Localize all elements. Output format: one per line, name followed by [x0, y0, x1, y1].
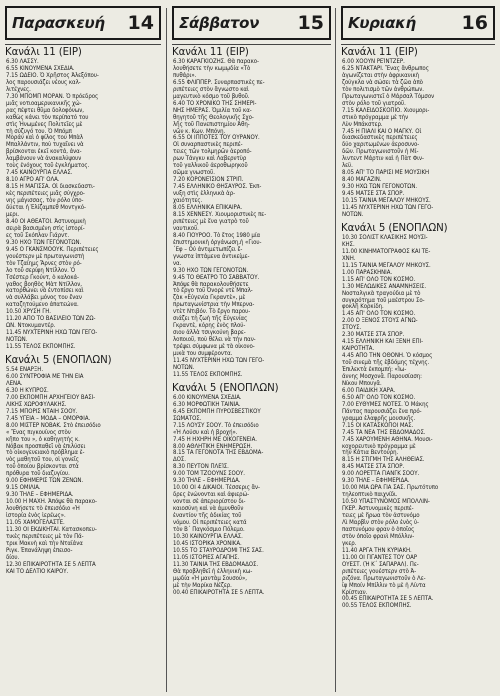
- programme-entry: 12.30 ΕΠΙΚΑΙΡΟΤΗΤΑ ΣΕ 5 ΛΕΠΤΑ ΚΑΙ ΤΟ ΔΕΛΤΙΟ ΚΑΙΡΟΥ.: [6, 560, 96, 575]
- programme-entry: 9.30 ΗΧΟ ΤΩΝ ΓΕΓΟΝΟΤΩΝ.: [173, 266, 249, 274]
- programme-entry: 9.30 ΤΗΛΕ – ΕΦΗΜΕΡΙΔΑ.: [6, 491, 74, 499]
- programme-entry: 6.30 Η ΚΥΠΡΟΣ.: [6, 386, 49, 394]
- programme-entry: 11.15 ΤΑΙΝΙΑ ΜΕΓΑΛΟΥ ΜΗΚΟΥΣ.: [342, 261, 431, 269]
- programme-entry: 8.15 Η ΜΑΓΙΣΣΑ. Οἱ διασκεδαστι- κὲς περιπέτειες μιᾶς σύγχρο- νης μάγισσας, τὸν ρόλο ὑπο- δύεται ἡ Ἐλίζαμπεθ Μοντγκό- μερι.: [6, 183, 95, 218]
- column-divider: [335, 8, 336, 692]
- channel-heading: Κανάλι 11 (ΕΙΡ): [5, 47, 82, 58]
- header-rule: [5, 44, 161, 45]
- channel-heading: Κανάλι 5 (ΕΝΟΠΛΩΝ): [341, 222, 448, 234]
- programme-entry: 00.40 ΕΠΙΚΑΙΡΟΤΗΤΑ ΣΕ 5 ΛΕΠΤΑ.: [173, 588, 265, 596]
- day-header: [172, 6, 331, 40]
- programme-entry: 6.00 ΠΑΙΔΙΚΗ ΧΑΡΑ.: [342, 386, 396, 394]
- programme-entry: 7.45 ΤΑ ΝΕΑ ΤΗΣ ΕΒΔΟΜΑΔΟΣ.: [342, 428, 426, 436]
- programme-entry: 10.50 ΥΠΑΣΤΥΝΟΜΟΣ ΜΠΟΛΛΙΝ- ΓΚΕΡ. Ἀστυνομικὲς περιπέ- τειες μὲ ἥρωα τὸν ἀστυνόμο Λὶ Μαρβὶν στὸν ρόλο ἑνὸς ὑ- παστυνόμου φραν ὁ ὁποῖος στὸν ὁποῖο φρανὶ Μπόλλιν- γκερ.: [342, 498, 430, 547]
- day-column-friday: [3, 0, 163, 696]
- programme-entry: 6.25 ΝΤΑΚΤΑΡΙ. Ἕνας ἄνθρωπος ἀγωνίζεται στὴν ἀφρικανικὴ ζούγκλα νὰ σώσει τὰ ζῶα ἀπὸ τὸν πολιτισμὸ τῶν ἀνθρώπων. Πρωταγωνιστεῖ ὁ Μάρσαλ Τόμσον στὸν ρόλο τοῦ γιατροῦ.: [342, 64, 435, 107]
- programme-entry: 10.00 ΟΙ 4 ΔΙΚΑΙΟΙ. Τέσσερις ἄν- δρες ἑνώνονται καὶ ἀφιερώ- νονται σὲ ἀπεριορίστου δι- καιοσύνη καὶ νὰ ἀμυνθοῦν ἐναντίον τῆς ἀδικίας τοῦ νόμου. Οἱ περιπέτειες κατά τὸν Β΄ Παγκόσμιο Πόλεμο.: [173, 484, 260, 533]
- programme-entry: 7.45 ΧΑΡΟΥΜΕΝΗ ΑΘΗΝΑ. Μουσι- κοχορευτικὸ πρόγραμμα μὲ τὴν Κάτια Βεντούρη.: [342, 435, 433, 457]
- programme-entry: 1.15 ΑΠ' ΟΛΟ ΤΟΝ ΚΟΣΜΟ.: [342, 275, 416, 283]
- programme-entry: 6.00 ΣΥΝΤΡΟΦΙΑ ΜΕ ΤΗΝ ΕΙΑ ΛΕΝΑ.: [6, 372, 84, 387]
- programme-entry: 9.30 ΗΧΩ ΤΩΝ ΓΕΓΟΝΟΤΩΝ.: [342, 183, 418, 191]
- programme-entry: 9.00 ΕΦΗΜΕΡΙΣ ΤΩΝ ΖΕΝΩΝ.: [6, 477, 84, 485]
- channel-heading: Κανάλι 11 (ΕΙΡ): [341, 47, 418, 58]
- programme-entry: 9.15 ΟΜΙΛΙΑ.: [6, 484, 41, 492]
- channel-heading: Κανάλι 5 (ΕΝΟΠΛΩΝ): [5, 355, 112, 367]
- day-name: Παρασκευή: [12, 14, 105, 32]
- programme-entry: 6.30 ΚΑΡΑΓΚΙΟΖΗΣ. Θὰ παρακο- λουθήσετε τὴν κωμῳδία «Τὸ πυθάρι».: [173, 58, 259, 79]
- programme-entry: 8.45 ΜΑΤΣΕ ΣΤΑ ΣΠΟΡ.: [342, 463, 405, 471]
- day-name: Σάββατον: [179, 14, 260, 32]
- section-gap: [3, 351, 163, 353]
- programme-entry: 11.30 ΟΙ ΕΚΔΙΚΗΤΑΙ. Κατασκοπευ- τικὲς περιπέτειες μὲ τὸν Πά- τρικ Μακνὴ καὶ τὴν Νταϊάνα Ριγκ. Ἐπανάληψη ἐπεισο- δίου.: [6, 525, 97, 561]
- day-column-sunday: [339, 0, 497, 696]
- programme-entry: 9.45 Ο ΓΚΑΝΣΜΟΟΥΚ. Περιπέτειες γουέστερν μὲ πρωταγωνιστὴ τὸν Τζαίημς Ἄρνες στὸν ρό- λο τοῦ σερίφη Ντίλλον. Ὁ Τσέστερ Γκούντ, ὁ καλοκά- γαθος βοηθὸς Μὰτ Ντίλλον, κατορθώνει νὰ ἐντοπίσει καὶ νὰ συλλάβει μόνος του ἕναν καταζητούμενο ἀπατεώνα.: [6, 245, 99, 309]
- programme-entry: 8.30 ΠΕΥΤΟΝ ΠΛΕΊΣ.: [173, 463, 229, 471]
- programme-entry: 11.20 ΑΠΟ ΤΟ ΒΑΣΙΛΕΙΟ ΤΩΝ ΖΩ- ΩΝ. Ντοκυμαντέρ.: [6, 315, 96, 330]
- programme-entry: 6.40 ΤΟ ΧΡΟΝΙΚΟ ΤΗΣ ΣΗΜΕΡΙ- ΝΗΣ ΗΜΕΡΑΣ. Ὁμιλία τοῦ κα- θηγητοῦ τῆς Θεολογικῆς Σχο- λῆς τοῦ Πανεπιστημίου Ἀθη- νῶν κ. Κων. Μπόνη.: [173, 99, 257, 135]
- programme-entry: 8.15 Η ΣΤΙΓΜΗ ΤΗΣ ΑΛΗΘΕΙΑΣ.: [342, 456, 425, 464]
- programme-entry: 4.15 ΕΛΛΗΝΙΚΗ ΚΑΙ ΞΕΝΗ ΕΠΙ- ΚΑΙΡΟΤΗΤΑ.: [342, 338, 423, 353]
- channel-list: [170, 47, 333, 596]
- programme-entry: 7.45 ΕΛΛΗΝΙΚΟ ΘΗΣΑΥΡΟΣ. Ἐκπ- νυξη στὶς ἑλληνικὰ ἀρ- χαιότητες.: [173, 183, 262, 205]
- programme-entry: 8.15 ΤΑ ΓΕΓΟΝΟΤΑ ΤΗΣ ΕΒΔΟΜΑ- ΔΟΣ.: [173, 449, 264, 464]
- programme-entry: 8.40 ΟΙ ΑΘΕΑΤΟΙ. Ἀστυνομικὴ σειρὰ βασισμένη στὶς ἱστορί- ες τοῦ Σκόπλαν Γιάρντ.: [6, 217, 86, 239]
- programme-entry: 11.00 ΟΙ ΓΙΓΑΝΤΕΣ ΤΟΥ ΟΑΡ ΟΥΕΣΤ. (Ἡ Κ΄ ΣΑΠΑΡΑΛ). Πε- ριπέτειες γουέστερν στὸ Ἀ- ριζόνα. Πρωταγωνιστοῦν ὁ Λε- ϊφ Μποίν Μπίλλιν τὸ μὲ ἡ Λίντα Κρίστιαν.: [342, 553, 426, 596]
- programme-entry: 11.05 ΙΣΤΟΡΙΕΣ ΑΓΑΠΗΣ.: [173, 553, 240, 561]
- programme-entry: 10.30 ΣΟΛΙΣΤ ΚΛΑΣΙΚΗΣ ΜΟΥΣΙ- ΚΗΣ.: [342, 233, 428, 248]
- programme-entry: 8.00 ΜΙΣΤΕΡ ΝΟΒΑΚ. Στὸ ἐπεισόδιο « Ἕνας πιγκουίνος στὸν κῆπο του », ὁ καθηγητὴς κ. Νόβακ προσπαθεῖ νὰ ἐπιλύσει τὸ οἰκογενειακὸ πρόβλημα ἑ- νὸς μαθητοῦ του, οἱ γονεῖς τοῦ ὁποίου βρίσκονται στὰ πρόθυρα τοῦ διαζυγίου.: [6, 421, 101, 478]
- day-number: 14: [127, 12, 154, 34]
- programme-entry: 9.30 ΤΗΛΕ – ΕΦΗΜΕΡΙΔΑ.: [173, 477, 241, 485]
- programme-entry: 7.15 ΜΠΟΡΙΣ ΝΤΑΙΗ ΣΟΟΥ.: [6, 407, 78, 415]
- programme-entry: 11.45 ΝΥΧΤΕΡΙΝΗ ΗΧΩ ΤΩΝ ΓΕΓΟ- ΝΟΤΩΝ.: [6, 329, 98, 344]
- programme-entry: 6.00 ΧΟΟΥΝ ΡΕΊΝΤΖΕΡ.: [342, 58, 405, 65]
- programme-entry: 6.45 ΕΚΠΟΜΠΗ ΠΥΡΟΣΒΕΣΤΙΚΟΥ ΣΩΜΑΤΟΣ.: [173, 407, 261, 422]
- programme-entry: 10.50 ΧΡΥΣΗ ΓΗ.: [6, 308, 51, 316]
- day-header: [341, 6, 495, 40]
- column-divider: [166, 8, 167, 692]
- programme-entry: 9.30 ΗΧΟ ΤΩΝ ΓΕΓΟΝΟΤΩΝ.: [6, 238, 82, 246]
- programme-entry: 11.05 ΧΑΜΟΓΕΛΑΣΤΕ.: [6, 519, 65, 526]
- programme-entry: 10.00 ΜΙΑ ΩΡΑ ΓΙΑ ΣΑΣ. Πρωτότυπο τηλεοπτικὸ παιχνίδι.: [342, 484, 439, 499]
- programme-entry: 8.00 ΑΘΛΗΤΙΚΗ ΕΝΗΜΕΡΩΣΗ.: [173, 442, 253, 450]
- programme-entry: 11.55 ΤΕΛΟΣ ΕΚΠΟΜΠΗΣ.: [173, 370, 243, 378]
- section-gap: [339, 219, 497, 221]
- day-name: Κυριακή: [348, 14, 416, 32]
- programme-entry: 9.30 ΤΗΛΕ – ΕΦΗΜΕΡΙΔΑ.: [342, 477, 410, 485]
- day-column-saturday: [170, 0, 333, 696]
- section-gap: [170, 379, 333, 381]
- programme-entry: 7.45 ΚΑΙΝΟΥΡΓΙΑ ΕΛΛΑΣ.: [6, 169, 73, 177]
- programme-entry: 8.05 ΕΛΛΗΝΙΚΑ ΕΠΙΚΑΙΡΑ.: [173, 204, 243, 212]
- programme-entry: 8.05 ΑΠ' ΤΟ ΠΑΡΙΣΙ ΜΕ ΜΟΥΣΙΚΗ: [342, 169, 430, 177]
- channel-heading: Κανάλι 11 (ΕΙΡ): [172, 47, 249, 58]
- programme-entry: 7.20 ΚΟΡΟΝΕΊΣΙΟΝ ΣΤΡΙΠ.: [173, 176, 244, 184]
- programme-entry: 00.45 ΕΠΙΚΑΙΡΟΤΗΤΑ ΣΕ 5 ΛΕΠΤΑ.: [342, 595, 434, 603]
- day-number: 15: [297, 12, 324, 34]
- programme-entry: 9.00 ΤΟΜ ΤΖΟΟΥΝΣ ΣΟΟΥ.: [173, 470, 245, 478]
- channel-list: [339, 47, 497, 610]
- programme-entry: 10.15 ΤΑΙΝΙΑ ΜΕΓΑΛΟΥ ΜΗΚΟΥΣ.: [342, 197, 431, 205]
- programme-entry: 6.55 ΦΛΙΠΠΕΡ. Συναρπαστικὲς πε- ριπέτειες στὸν ἄγνωστο καὶ μαγευτικὸ κόσμο τοῦ βυθοῦ.: [173, 78, 265, 100]
- programme-entry: 7.45 Η ΠΙΑΛΙ ΚΑΙ Ο ΜΑΓΚΥ. Οἱ διασκεδαστικὲς περιπέτειες δύο χαριτωμένων ἀεροσυνο- δῶν. Πρωταγωνιστοῦν ἡ Μί- λιντεντ Μάρτιν καὶ ἡ Πὰτ Φιν- λεϋ.: [342, 127, 424, 170]
- programme-entry: 4.45 ΑΠΟ ΤΗΝ ΟΘΟΝΗ. Ὁ κόσμος τοῦ σινεμὰ τῆς ἑβδόμης τέχνης. Ἐπιλεκτὰ ἐκπομπή: «Ἰω- άννης Μοσχονᾶ. Παρουσίαση: Νίκου Μπουγᾶ.: [342, 352, 433, 387]
- programme-entry: 8.10 ΑΓΡΟ ΑΠ' ΟΛΑ.: [6, 176, 60, 184]
- programme-entry: 7.00 ΕΚΠΟΜΠΗ ΑΡΧΗΓΕΙΟΥ ΒΑΣΙ- ΛΙΚΗΣ ΧΩΡΟΦΥΛΑΚΗΣ.: [6, 393, 96, 408]
- programme-entry: 9.00 ΛΟΡΕΤΤΑ ΓΙΑΝΓΚ ΣΟΟΥ.: [342, 470, 420, 478]
- programme-entry: 10.55 ΤΟ ΣΤΑΥΡΟΔΡΟΜΙ ΤΗΣ ΣΑΣ.: [173, 546, 264, 554]
- programme-entry: 1.00 ΠΑΡΑΣΚΗΝΙΑ.: [342, 268, 393, 276]
- programme-entry: 10.00 Η ΜΑΧΗ. Ἀπόψε θὰ παρακο- λουθήσετε τὸ ἐπεισόδιο «Ἡ ἱστορία ἑνὸς ἱερέως».: [6, 498, 97, 520]
- programme-entry: 6.50 ΑΠ' ΟΛΟ ΤΟΝ ΚΟΣΜΟ.: [342, 393, 416, 401]
- programme-entry: 1.30 ΜΕΛΩΔΙΚΕΣ ΑΝΑΜΝΗΣΕΙΣ. Νοσταλγικὰ τραγούδια μὲ τὸ συγκρότημα τοῦ μαέστρου Σο- φοκλῆ Κορκίδη.: [342, 282, 427, 311]
- programme-entry: 9.45 ΜΑΤΣΕ ΣΤΑ ΣΠΟΡ.: [342, 190, 405, 198]
- programme-entry: 7.00 ΕΥΘΥΜΕΣ ΝΟΤΕΣ. Ὁ Μάκης Πάντας παρουσιάζει ἕνα πρό- γραμμα ἐλαφρῆς μουσικῆς.: [342, 400, 429, 422]
- day-number: 16: [461, 12, 488, 34]
- programme-entry: 00.55 ΤΕΛΟΣ ΕΚΠΟΜΠΗΣ.: [342, 602, 412, 610]
- programme-entry: 10.30 ΚΑΙΝΟΥΡΓΙΑ ΕΛΛΑΣ.: [173, 532, 243, 540]
- programme-entry: 7.45 Η ΗΧΗΡΗ ΜΕ ΟΙΚΟΓΕΝΕΙΑ.: [173, 435, 257, 443]
- programme-entry: 11.40 ΑΡΓΑ ΤΗΝ ΚΥΡΙΑΚΗ.: [342, 546, 412, 554]
- programme-entry: 6.55 ΚΙΝΟΥΜΕΝΑ ΣΧΕΔΙΑ.: [6, 64, 75, 72]
- programme-entry: 8.40 ΜΑΓΑΖΙΝ.: [342, 176, 382, 184]
- day-header: [5, 6, 161, 40]
- programme-entry: 9.45 ΤΟ ΘΕΑΤΡΟ ΤΟ ΣΑΒΒΑΤΟΥ. Ἀπόψε θὰ παρακολουθήσετε τὸ ἔργο τοῦ Ὀνορὲ ντὲ Μπαλ- ζὰκ «Εὐγενία Γκραντὲ», μὲ πρωταγωνίστρια τὴν Μπερνα- ντὲτ Ντιβόν. Τὸ ἔργο παρου- σιάζει τὴ ζωὴ τῆς Εὐγενίας Γκραντὲ, κόρης ἑνὸς πλού- σιου ἀλλὰ τσιγκούνη βαρε- λοποιοῦ, ποὺ θέλει νὰ τὴν παν- τρέψει σύμφωνα μὲ τὰ οἰκονο- μικὰ του συμφέροντα.: [173, 273, 260, 358]
- programme-entry: 6.00 ΚΙΝΟΥΜΕΝΑ ΣΧΕΔΙΑ.: [173, 393, 242, 401]
- programme-entry: 7.15 ΩΔΕΙΟ. Ὁ Χρῆστος Ἀλεξόπου- λος παρουσιάζει νέους καλ- λιτέχνες.: [6, 71, 99, 93]
- programme-entry: 2.30 ΜΑΤΣΕ ΣΤΑ ΣΠΟΡ.: [342, 331, 405, 339]
- channel-heading: Κανάλι 5 (ΕΝΟΠΛΩΝ): [172, 382, 279, 394]
- programme-entry: 2.00 Ο ΞΕΝΟΣ ΣΤΟΥΣ ΑΓΝΩ- ΣΤΟΥΣ.: [342, 317, 418, 332]
- programme-entry: 1.45 ΑΠ' ΟΛΟ ΤΟΝ ΚΟΣΜΟ.: [342, 310, 416, 318]
- programme-entry: 6.30 ΜΟΡΦΩΤΙΚΗ ΤΑΙΝΙΑ.: [173, 400, 241, 408]
- programme-entry: 7.15 ΟΙ ΚΑΤΑΣΚΟΠΟΙ ΜΑΣ.: [342, 421, 414, 429]
- header-rule: [341, 44, 495, 45]
- programme-entry: 10.45 ΙΣΤΟΡΙΚΑ ΧΡΟΝΙΚΑ.: [173, 539, 242, 547]
- programme-entry: 7.45 ΥΓΕΙΑ – ΜΟΔΑ – ΟΜΟΡΦΙΑ.: [6, 414, 91, 422]
- programme-entry: 11.55 ΤΕΛΟΣ ΕΚΠΟΜΠΗΣ.: [6, 343, 76, 351]
- programme-entry: 11.30 ΤΑΙΝΙΑ ΤΗΣ ΕΒΔΟΜΑΔΟΣ. Θὰ προβληθεῖ ἡ ἑλληνικὴ κω- μῳδία «Ἡ μαντὰμ Σουσού», μὲ τὴν Μαρίκα Νέζερ.: [173, 560, 259, 589]
- programme-entry: 6.55 ΟΙ ΙΠΠΟΤΕΣ ΤΟΥ ΟΥΡΑΝΟΥ. Οἱ συναρπαστικὲς περιπέ- τειες τῶν τολμηρῶν ἀεροπό- ρων Τάνγκυ καὶ Λαβερντὺρ τοῦ γαλλικοῦ ἀεροθωρηκοῦ σῶμα γνωστοῦ.: [173, 134, 260, 177]
- programme-entry: 7.15 ΛΟΥΣΥ ΣΟΟΥ. Τὸ ἐπεισόδιο «Ἡ Λούσυ καὶ ἡ βροχή».: [173, 421, 259, 436]
- header-rule: [172, 44, 331, 45]
- programme-entry: 6.30 ΛΑΣΣΥ.: [6, 58, 39, 65]
- channel-list: [3, 47, 163, 576]
- programme-entry: 7.15 ΚΑΛΕΙΔΟΣΚΟΠΙΟ. Χιουμορι- στικὸ πρόγραμμα μὲ τὴν Λὺν Μπάκστερ.: [342, 106, 430, 128]
- programme-entry: 8.15 ΧΕΝΝΕΣΥ. Χιουμοριστικὲς πε- ριπέτειες μὲ ἕνα γιατρὸ τοῦ ναυτικοῦ.: [173, 210, 267, 232]
- programme-entry: 11.45 ΝΥΧΤΕΡΙΝΗ ΗΧΩ ΤΩΝ ΓΕΓΟ- ΝΟΤΩΝ.: [173, 356, 265, 371]
- programme-entry: 11.45 ΝΥΧΤΕΡΙΝΗ ΗΧΩ ΤΩΝ ΓΕΓΟ- ΝΟΤΩΝ.: [342, 204, 434, 218]
- programme-entry: 5.54 ΕΝΑΡΞΗ.: [6, 366, 43, 374]
- programme-entry: 11.00 ΚΙΝΗΜΑΤΟΓΡΑΦΟΣ ΚΑΙ ΤΕ- ΧΝΗ.: [342, 247, 431, 262]
- programme-entry: 8.40 ΓΙΟΥΡΟΟ. Τὸ ἔτος 1980 μία ἐπιστημονικὴ ὀργάνωση,ἡ «Γιου- ΄Εφ – Οὐ ἀντιμετωπίζει ἕ- γνωστα ἱπτάμενα ἀντικείμε- να.: [173, 231, 262, 267]
- programme-entry: 7.30 ΜΠΟΜΠ ΜΟΡΑΝ. Ὁ πρόεδρος μιᾶς νοτιοαμερικανικῆς χώ- ρας πέφτει θῦμα δολοφόνων, καθὼς κάνει τὸν περίπατό του στὶς Ἡνωμένες Πολιτεῖες μὲ τὴ σύζυγό του. Ὁ Μπόμπ Μοράν καὶ ὁ φίλος του Μπὰλ Μπαλλάντιν, ποὺ τυχαῖνει νὰ βρίσκονται ἐκεῖ κοντά, ἀνα- λαμβάνουν νὰ ἀνακαλύψουν τοὺς ἐνόχους τοῦ ἐγκλήματος.: [6, 92, 99, 170]
